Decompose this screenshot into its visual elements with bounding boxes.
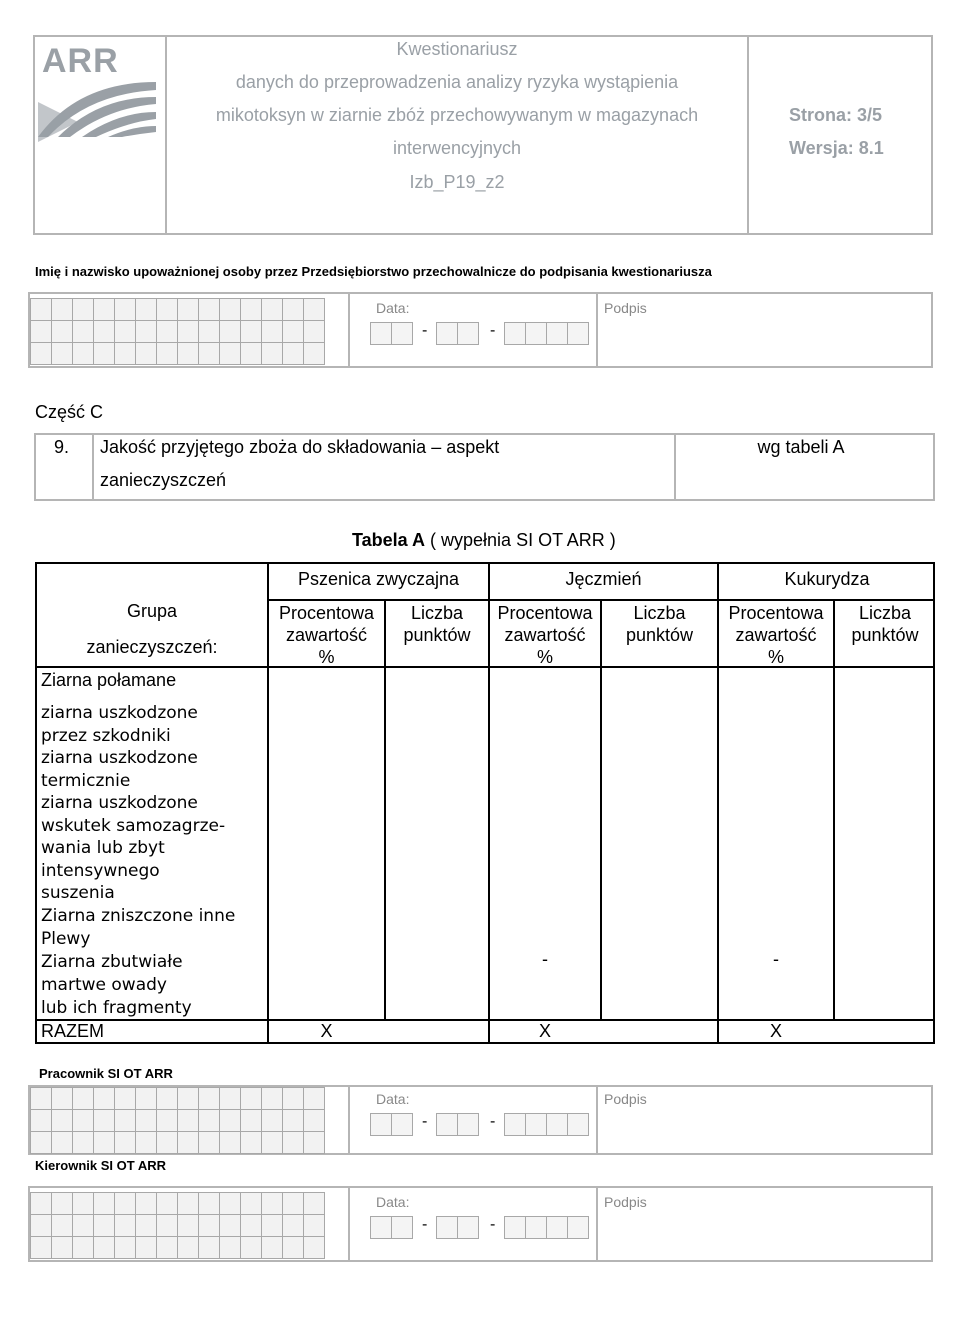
header-text: Liczba	[858, 603, 912, 623]
letter-cell[interactable]	[241, 1110, 262, 1132]
header-text: %	[536, 647, 553, 667]
letter-cell[interactable]	[283, 1110, 304, 1132]
version-number: Wersja: 8.1	[789, 138, 884, 158]
row-label: ziarna uszkodzone termicznie	[41, 748, 198, 791]
letter-cell[interactable]	[73, 1132, 94, 1154]
not-applicable-dash: -	[773, 949, 779, 969]
letter-cell[interactable]	[157, 1193, 178, 1215]
letter-cell[interactable]	[262, 1088, 283, 1110]
letter-cell[interactable]	[199, 343, 220, 365]
box-divider	[348, 1085, 350, 1155]
letter-cell[interactable]	[157, 1237, 178, 1259]
letter-cell[interactable]	[136, 1215, 157, 1237]
letter-cell[interactable]	[262, 1132, 283, 1154]
header-text: zawartość	[504, 625, 586, 645]
box-divider	[596, 1186, 598, 1262]
letter-cell[interactable]	[115, 343, 136, 365]
letter-cell[interactable]	[136, 1088, 157, 1110]
date-day-field[interactable]	[370, 1216, 413, 1239]
letter-cell[interactable]	[31, 1110, 52, 1132]
letter-cell[interactable]	[241, 321, 262, 343]
table-caption	[352, 530, 616, 551]
name-entry-grid[interactable]	[30, 298, 325, 365]
letter-cell[interactable]	[94, 1193, 115, 1215]
signature-label: Podpis	[604, 300, 647, 316]
box-divider	[92, 435, 94, 499]
header-title-line: mikotoksyn w ziarnie zbóż przechowywanym w magazynach	[215, 105, 699, 125]
row-label: Plewy	[41, 929, 91, 949]
box-divider	[596, 292, 598, 368]
date-separator: -	[490, 1216, 496, 1233]
letter-cell[interactable]	[52, 321, 73, 343]
date-separator: -	[422, 1216, 428, 1233]
header-title-line: danych do przeprowadzenia analizy ryzyka wystąpienia	[235, 72, 679, 92]
letter-cell[interactable]	[94, 1132, 115, 1154]
percent-header	[490, 602, 600, 668]
question-text: zanieczyszczeń	[100, 470, 227, 490]
letter-cell[interactable]	[241, 343, 262, 365]
crop-header: Pszenica zwyczajna	[297, 569, 460, 589]
total-label: RAZEM	[41, 1021, 104, 1041]
letter-cell[interactable]	[220, 1110, 241, 1132]
letter-cell[interactable]	[220, 1132, 241, 1154]
letter-cell[interactable]	[178, 1215, 199, 1237]
table-rule	[384, 599, 386, 1019]
date-month-field[interactable]	[436, 1216, 479, 1239]
date-separator: -	[490, 322, 496, 339]
logo-text: ARR	[42, 42, 119, 80]
letter-cell[interactable]	[73, 1088, 94, 1110]
question-number: 9.	[54, 437, 70, 457]
letter-cell[interactable]	[31, 1237, 52, 1259]
letter-cell[interactable]	[283, 343, 304, 365]
header-text: %	[767, 647, 784, 667]
date-label: Data:	[376, 1091, 410, 1107]
date-year-field[interactable]	[504, 1113, 589, 1136]
document-header	[33, 35, 933, 235]
crop-header: Jęczmień	[565, 569, 642, 589]
date-day-field[interactable]	[370, 322, 413, 345]
header-text: Procentowa	[497, 603, 593, 623]
header-text: Procentowa	[728, 603, 824, 623]
points-header	[386, 602, 488, 646]
not-applicable-dash: -	[542, 949, 548, 969]
letter-cell[interactable]	[199, 321, 220, 343]
date-label: Data:	[376, 1194, 410, 1210]
letter-cell[interactable]	[31, 299, 52, 321]
letter-cell[interactable]	[157, 1110, 178, 1132]
letter-cell[interactable]	[283, 1193, 304, 1215]
letter-cell[interactable]	[304, 1237, 325, 1259]
letter-cell[interactable]	[241, 1215, 262, 1237]
letter-cell[interactable]	[115, 1132, 136, 1154]
total-mark: X	[538, 1021, 551, 1041]
letter-cell[interactable]	[94, 1088, 115, 1110]
signature-label: Podpis	[604, 1091, 647, 1107]
letter-cell[interactable]	[304, 1215, 325, 1237]
letter-cell[interactable]	[304, 1088, 325, 1110]
letter-cell[interactable]	[304, 1193, 325, 1215]
row-label: ziarna uszkodzone przez szkodniki	[41, 703, 198, 746]
authorized-person-label: Imię i nazwisko upoważnionej osoby przez Przedsiębiorstwo przechowalnicze do podpisania kwestionariusza	[35, 264, 712, 279]
letter-cell[interactable]	[115, 321, 136, 343]
letter-cell[interactable]	[178, 1088, 199, 1110]
letter-cell[interactable]	[52, 1132, 73, 1154]
letter-cell[interactable]	[52, 299, 73, 321]
header-text: Liczba	[633, 603, 686, 623]
letter-cell[interactable]	[52, 1088, 73, 1110]
header-title-line: Kwestionariusz	[396, 39, 518, 59]
header-text: Procentowa	[278, 603, 375, 623]
letter-cell[interactable]	[94, 321, 115, 343]
letter-cell[interactable]	[220, 1088, 241, 1110]
header-text: zawartość	[285, 625, 368, 645]
worker-label: Pracownik SI OT ARR	[39, 1066, 173, 1081]
letter-cell[interactable]	[52, 343, 73, 365]
letter-cell[interactable]	[241, 299, 262, 321]
header-text: punktów	[403, 625, 471, 645]
letter-cell[interactable]	[157, 1132, 178, 1154]
letter-cell[interactable]	[178, 321, 199, 343]
percent-header	[719, 602, 833, 668]
worker-name-grid[interactable]	[30, 1087, 325, 1154]
total-mark: X	[320, 1021, 333, 1041]
letter-cell[interactable]	[304, 1132, 325, 1154]
letter-cell[interactable]	[136, 1193, 157, 1215]
points-header	[835, 602, 935, 646]
letter-cell[interactable]	[136, 321, 157, 343]
letter-cell[interactable]	[136, 1132, 157, 1154]
letter-cell[interactable]	[178, 1237, 199, 1259]
header-text: punktów	[625, 625, 694, 645]
letter-cell[interactable]	[304, 321, 325, 343]
letter-cell[interactable]	[73, 1215, 94, 1237]
date-year-field[interactable]	[504, 1216, 589, 1239]
letter-cell[interactable]	[283, 321, 304, 343]
letter-cell[interactable]	[31, 1193, 52, 1215]
letter-cell[interactable]	[262, 299, 283, 321]
letter-cell[interactable]	[115, 1193, 136, 1215]
contamination-table	[35, 562, 935, 1044]
letter-cell[interactable]	[262, 1237, 283, 1259]
letter-cell[interactable]	[136, 1110, 157, 1132]
letter-cell[interactable]	[73, 299, 94, 321]
letter-cell[interactable]	[73, 321, 94, 343]
box-divider	[348, 292, 350, 368]
row-label: martwe owady lub ich fragmenty	[41, 975, 192, 1018]
letter-cell[interactable]	[73, 1193, 94, 1215]
manager-signature-box	[28, 1186, 933, 1262]
letter-cell[interactable]	[73, 1110, 94, 1132]
question-reference: wg tabeli A	[757, 437, 845, 457]
header-divider	[165, 37, 167, 233]
header-text: %	[318, 647, 335, 667]
table-caption-note: ( wypełnia SI OT ARR )	[425, 530, 616, 550]
header-divider	[747, 37, 749, 233]
letter-cell[interactable]	[94, 1110, 115, 1132]
letter-cell[interactable]	[178, 1193, 199, 1215]
group-header: Grupa	[126, 601, 178, 621]
letter-cell[interactable]	[262, 343, 283, 365]
part-heading: Część C	[35, 402, 104, 422]
letter-cell[interactable]	[199, 299, 220, 321]
letter-cell[interactable]	[199, 1215, 220, 1237]
points-header	[602, 602, 717, 646]
header-text: punktów	[851, 625, 919, 645]
letter-cell[interactable]	[157, 1215, 178, 1237]
letter-cell[interactable]	[241, 1132, 262, 1154]
percent-header	[269, 602, 384, 668]
crop-header: Kukurydza	[784, 569, 870, 589]
letter-cell[interactable]	[199, 1088, 220, 1110]
letter-cell[interactable]	[283, 299, 304, 321]
row-label: Ziarna zniszczone inne	[41, 906, 236, 926]
letter-cell[interactable]	[304, 1110, 325, 1132]
letter-cell[interactable]	[262, 1215, 283, 1237]
table-rule	[600, 599, 602, 1019]
letter-cell[interactable]	[220, 321, 241, 343]
letter-cell[interactable]	[178, 343, 199, 365]
letter-cell[interactable]	[31, 343, 52, 365]
page-number: Strona: 3/5	[789, 105, 883, 125]
date-year-field[interactable]	[504, 322, 589, 345]
letter-cell[interactable]	[220, 1237, 241, 1259]
letter-cell[interactable]	[241, 1193, 262, 1215]
letter-cell[interactable]	[283, 1237, 304, 1259]
row-label: Ziarna połamane	[41, 670, 177, 690]
letter-cell[interactable]	[52, 1215, 73, 1237]
letter-cell[interactable]	[157, 299, 178, 321]
letter-cell[interactable]	[304, 343, 325, 365]
letter-cell[interactable]	[94, 343, 115, 365]
letter-cell[interactable]	[199, 1110, 220, 1132]
manager-label: Kierownik SI OT ARR	[35, 1158, 166, 1173]
letter-cell[interactable]	[262, 1110, 283, 1132]
letter-cell[interactable]	[136, 1237, 157, 1259]
letter-cell[interactable]	[94, 1237, 115, 1259]
group-header: zanieczyszczeń:	[86, 637, 218, 657]
letter-cell[interactable]	[178, 1132, 199, 1154]
letter-cell[interactable]	[241, 1237, 262, 1259]
letter-cell[interactable]	[262, 321, 283, 343]
letter-cell[interactable]	[283, 1132, 304, 1154]
letter-cell[interactable]	[199, 1132, 220, 1154]
question-box	[34, 433, 935, 501]
letter-cell[interactable]	[241, 1088, 262, 1110]
letter-cell[interactable]	[115, 1215, 136, 1237]
header-text: zawartość	[735, 625, 817, 645]
question-text: Jakość przyjętego zboża do składowania – aspekt	[100, 437, 500, 457]
letter-cell[interactable]	[31, 321, 52, 343]
letter-cell[interactable]	[178, 299, 199, 321]
date-month-field[interactable]	[436, 322, 479, 345]
letter-cell[interactable]	[262, 1193, 283, 1215]
letter-cell[interactable]	[157, 321, 178, 343]
date-day-field[interactable]	[370, 1113, 413, 1136]
letter-cell[interactable]	[283, 1088, 304, 1110]
date-label: Data:	[376, 300, 410, 316]
letter-cell[interactable]	[73, 1237, 94, 1259]
header-title-line: interwencyjnych	[392, 138, 522, 158]
signature-label: Podpis	[604, 1194, 647, 1210]
letter-cell[interactable]	[52, 1193, 73, 1215]
letter-cell[interactable]	[94, 1215, 115, 1237]
date-separator: -	[422, 1113, 428, 1130]
row-label: Ziarna zbutwiałe	[41, 952, 183, 972]
letter-cell[interactable]	[52, 1237, 73, 1259]
table-caption-title: Tabela A	[352, 530, 426, 550]
letter-cell[interactable]	[199, 1237, 220, 1259]
letter-cell[interactable]	[220, 1193, 241, 1215]
date-separator: -	[490, 1113, 496, 1130]
table-rule	[267, 599, 935, 601]
letter-cell[interactable]	[115, 299, 136, 321]
box-divider	[348, 1186, 350, 1262]
letter-cell[interactable]	[115, 1237, 136, 1259]
letter-cell[interactable]	[199, 1193, 220, 1215]
box-divider	[596, 1085, 598, 1155]
table-rule	[833, 599, 835, 1019]
letter-cell[interactable]	[115, 1110, 136, 1132]
letter-cell[interactable]	[283, 1215, 304, 1237]
date-separator: -	[422, 322, 428, 339]
letter-cell[interactable]	[220, 299, 241, 321]
worker-signature-box	[28, 1085, 933, 1155]
letter-cell[interactable]	[52, 1110, 73, 1132]
letter-cell[interactable]	[178, 1110, 199, 1132]
arr-logo	[38, 42, 158, 142]
letter-cell[interactable]	[115, 1088, 136, 1110]
letter-cell[interactable]	[304, 299, 325, 321]
header-title-line: Izb_P19_z2	[409, 172, 505, 192]
date-month-field[interactable]	[436, 1113, 479, 1136]
total-mark: X	[769, 1021, 782, 1041]
letter-cell[interactable]	[157, 343, 178, 365]
letter-cell[interactable]	[136, 299, 157, 321]
letter-cell[interactable]	[220, 343, 241, 365]
letter-cell[interactable]	[31, 1132, 52, 1154]
header-text: Liczba	[410, 603, 464, 623]
letter-cell[interactable]	[73, 343, 94, 365]
authorized-signature-box	[28, 292, 933, 368]
letter-cell[interactable]	[31, 1088, 52, 1110]
letter-cell[interactable]	[157, 1088, 178, 1110]
letter-cell[interactable]	[136, 343, 157, 365]
letter-cell[interactable]	[31, 1215, 52, 1237]
letter-cell[interactable]	[94, 299, 115, 321]
letter-cell[interactable]	[220, 1215, 241, 1237]
manager-name-grid[interactable]	[30, 1192, 325, 1259]
row-label: ziarna uszkodzone wskutek samozagrze- wania lub zbyt intensywnego suszenia	[41, 793, 226, 903]
